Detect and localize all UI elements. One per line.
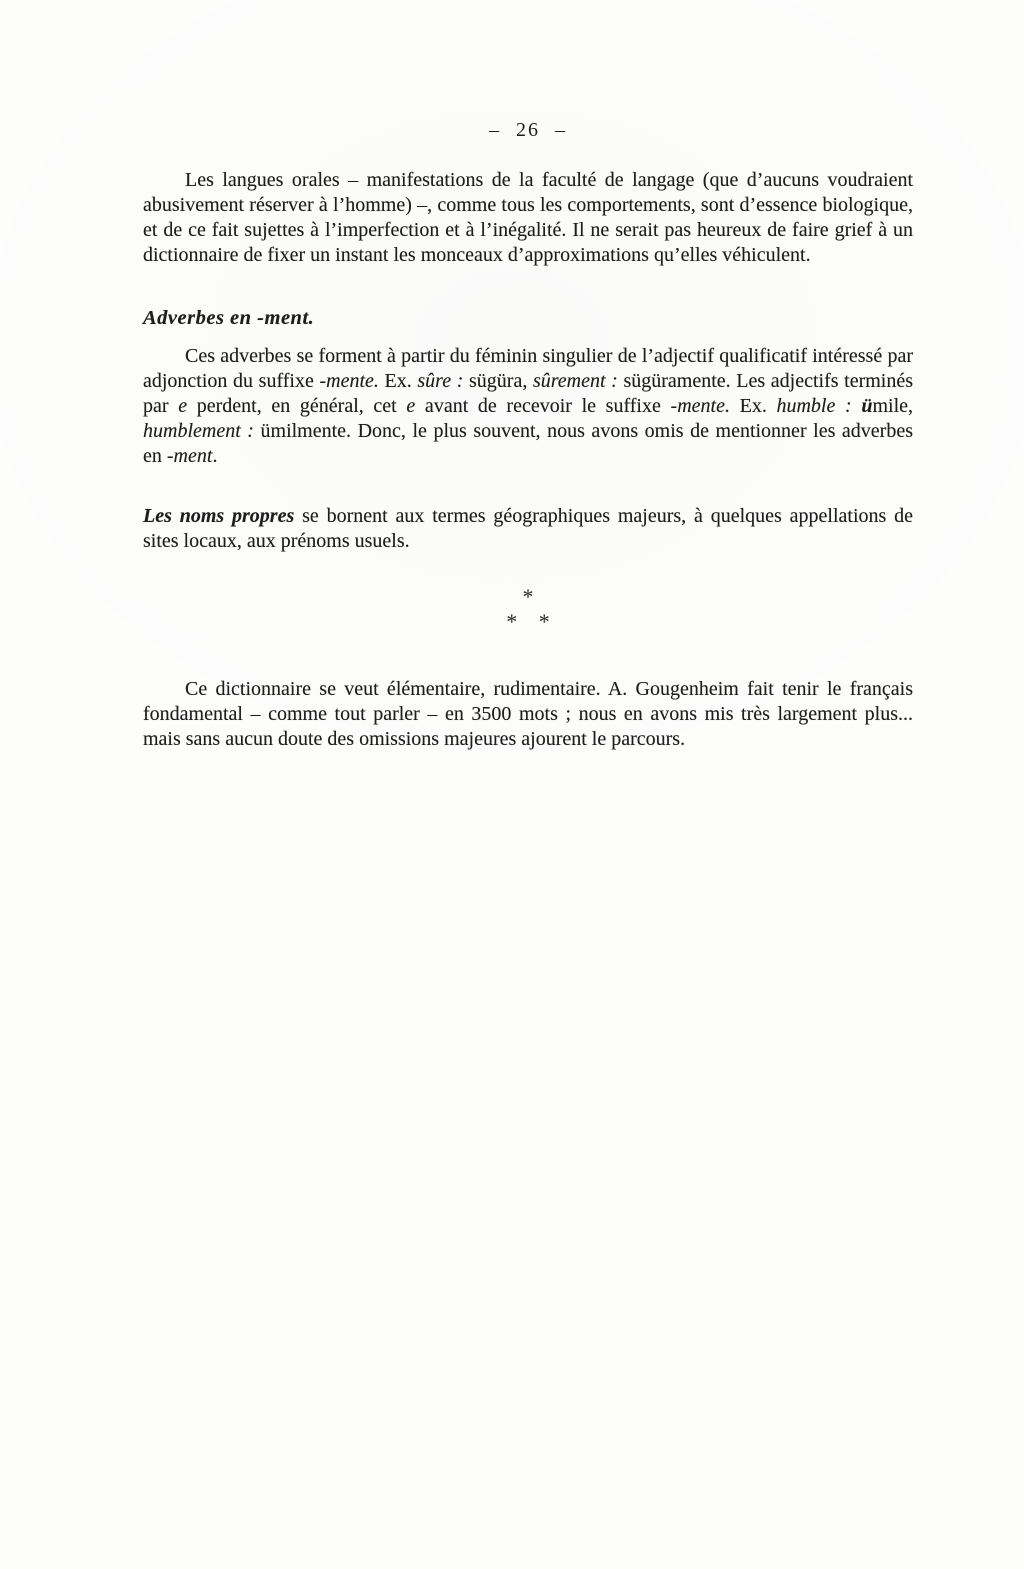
asterisk-bottom-row: * * bbox=[506, 609, 550, 634]
closing-paragraph: Ce dictionnaire se veut élémentaire, rudimentaire. A. Gougenheim fait tenir le français fondamental – comme tout parler – en 3500 mots ; nous en avons mis très largement plus... mais sans aucun doute des omissions majeures ajourent le parcours. bbox=[143, 678, 913, 750]
page-number: – 26 – bbox=[489, 119, 567, 141]
adverbes-paragraph: Ces adverbes se forment à partir du féminin singulier de l’adjectif qualificatif intéressé par adjonction du suffixe -mente. Ex. sûre : sügüra, sûrement : sügüramente. Les adjectifs terminés par e perdent, en général, cet e avant de recevoir le suffixe -mente. Ex. humble : ümile, humblement : ümilmente. Donc, le plus souvent, nous avons omis de mentionner les adverbes en -ment. bbox=[143, 345, 914, 467]
noms-propres-paragraph: Les noms propres se bornent aux termes géographiques majeurs, à quelques appellations de sites locaux, aux prénoms usuels. bbox=[143, 505, 913, 552]
text-column bbox=[143, 0, 913, 752]
asterisk-top: * bbox=[522, 584, 534, 609]
adverbes-section-heading: Adverbes en -ment. bbox=[143, 307, 315, 329]
asterism-separator bbox=[143, 584, 913, 634]
intro-paragraph: Les langues orales – manifestations de la faculté de langage (que d’aucuns voudraient abusivement réserver à l’homme) –, comme tous les comportements, sont d’essence biologique, et de ce fait sujettes à l’imperfection et à l’inégalité. Il ne serait pas heureux de faire grief à un dictionnaire de fixer un instant les monceaux d’approximations qu’elles véhiculent. bbox=[143, 169, 913, 266]
